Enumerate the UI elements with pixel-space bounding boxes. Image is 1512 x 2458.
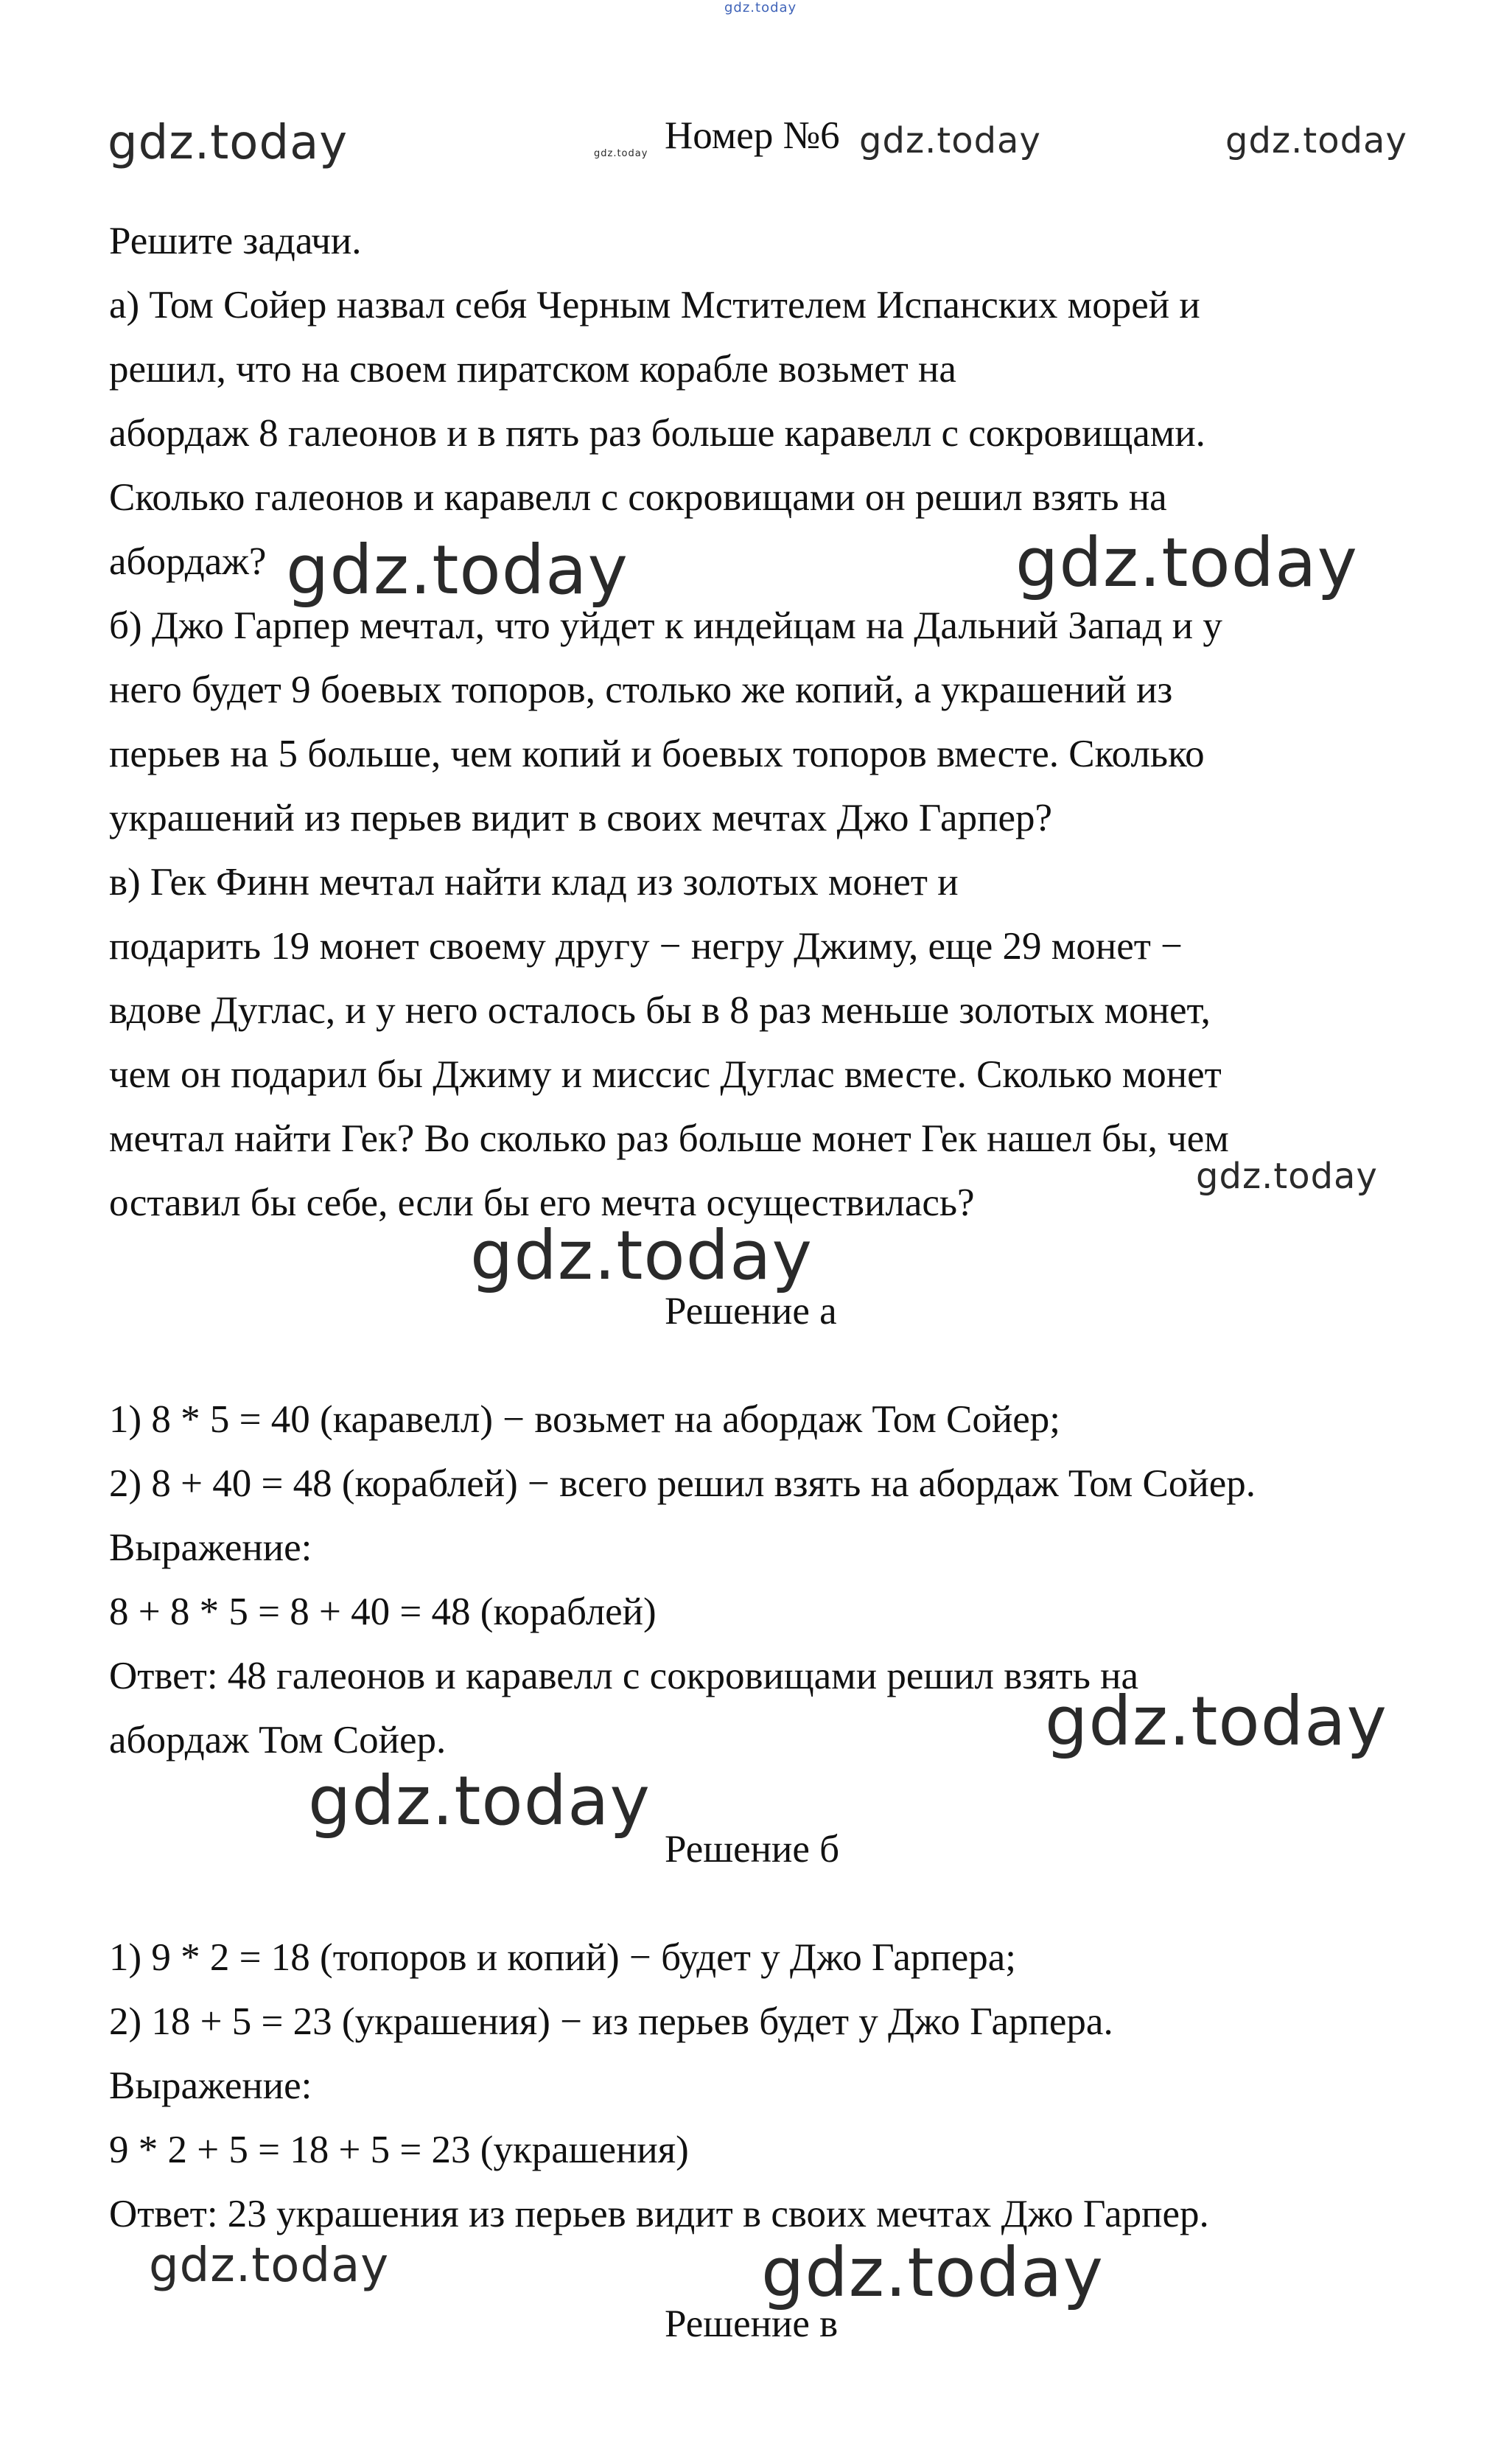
solution-a-line: 8 + 8 * 5 = 8 + 40 = 48 (кораблей) (109, 1591, 657, 1633)
task-line: него будет 9 боевых топоров, столько же копий, а украшений из (109, 668, 1173, 711)
task-line: мечтал найти Гек? Во сколько раз больше монет Гек нашел бы, чем (109, 1117, 1229, 1160)
watermark-top: gdz.today (724, 0, 797, 15)
task-line: а) Том Сойер назвал себя Черным Мстителем Испанских морей и (109, 284, 1200, 327)
watermark-solution-b-left: gdz.today (149, 2238, 390, 2293)
task-line: украшений из перьев видит в своих мечтах Джо Гарпер? (109, 797, 1052, 839)
task-line: в) Гек Финн мечтал найти клад из золотых монет и (109, 861, 959, 904)
task-line: подарить 19 монет своему другу − негру Джиму, еще 29 монет − (109, 925, 1183, 968)
watermark-lower-right: gdz.today (1196, 1156, 1378, 1197)
solution-b-line: 9 * 2 + 5 = 18 + 5 = 23 (украшения) (109, 2129, 689, 2171)
watermark-header-right: gdz.today (1225, 120, 1407, 161)
task-line: Решите задачи. (109, 220, 362, 262)
task-line: Сколько галеонов и каравелл с сокровищами он решил взять на (109, 476, 1167, 519)
watermark-solution-a-right: gdz.today (1045, 1682, 1387, 1761)
watermark-header-left: gdz.today (108, 116, 349, 170)
solution-a-heading: Решение а (665, 1290, 837, 1333)
solution-a-line: Выражение: (109, 1526, 312, 1569)
task-line: абордаж? (109, 540, 267, 583)
task-line: перьев на 5 больше, чем копий и боевых топоров вместе. Сколько (109, 733, 1205, 775)
solution-a-line: 2) 8 + 40 = 48 (кораблей) − всего решил взять на абордаж Том Сойер. (109, 1462, 1256, 1505)
watermark-header-mid: gdz.today (859, 120, 1041, 161)
watermark-mid-right: gdz.today (1015, 523, 1358, 602)
solution-b-line: Выражение: (109, 2064, 312, 2107)
task-line: вдове Дуглас, и у него осталось бы в 8 раз меньше золотых монет, (109, 989, 1211, 1032)
task-line: абордаж 8 галеонов и в пять раз больше каравелл с сокровищами. (109, 412, 1205, 455)
page-title: Номер №6 (665, 114, 840, 157)
solution-c-heading: Решение в (665, 2302, 839, 2345)
solution-a-line: Ответ: 48 галеонов и каравелл с сокровищами решил взять на (109, 1655, 1139, 1697)
solution-b-heading: Решение б (665, 1828, 840, 1871)
watermark-lower-center: gdz.today (470, 1216, 813, 1295)
watermark-header-mini: gdz.today (594, 148, 648, 159)
solution-b-line: 1) 9 * 2 = 18 (топоров и копий) − будет у Джо Гарпера; (109, 1936, 1017, 1979)
task-line: оставил бы себе, если бы его мечта осуществилась? (109, 1181, 975, 1224)
task-line: б) Джо Гарпер мечтал, что уйдет к индейцам на Дальний Запад и у (109, 604, 1222, 647)
solution-b-line: 2) 18 + 5 = 23 (украшения) − из перьев будет у Джо Гарпера. (109, 2000, 1113, 2043)
watermark-solution-a-left: gdz.today (308, 1762, 651, 1840)
solution-a-line: 1) 8 * 5 = 40 (каравелл) − возьмет на абордаж Том Сойер; (109, 1398, 1061, 1441)
task-line: чем он подарил бы Джиму и миссис Дуглас вместе. Сколько монет (109, 1053, 1222, 1096)
solution-a-line: абордаж Том Сойер. (109, 1719, 447, 1762)
watermark-mid-left: gdz.today (286, 531, 629, 610)
solution-b-line: Ответ: 23 украшения из перьев видит в своих мечтах Джо Гарпер. (109, 2193, 1209, 2235)
watermark-solution-b-center: gdz.today (761, 2233, 1104, 2312)
task-line: решил, что на своем пиратском корабле возьмет на (109, 348, 956, 391)
